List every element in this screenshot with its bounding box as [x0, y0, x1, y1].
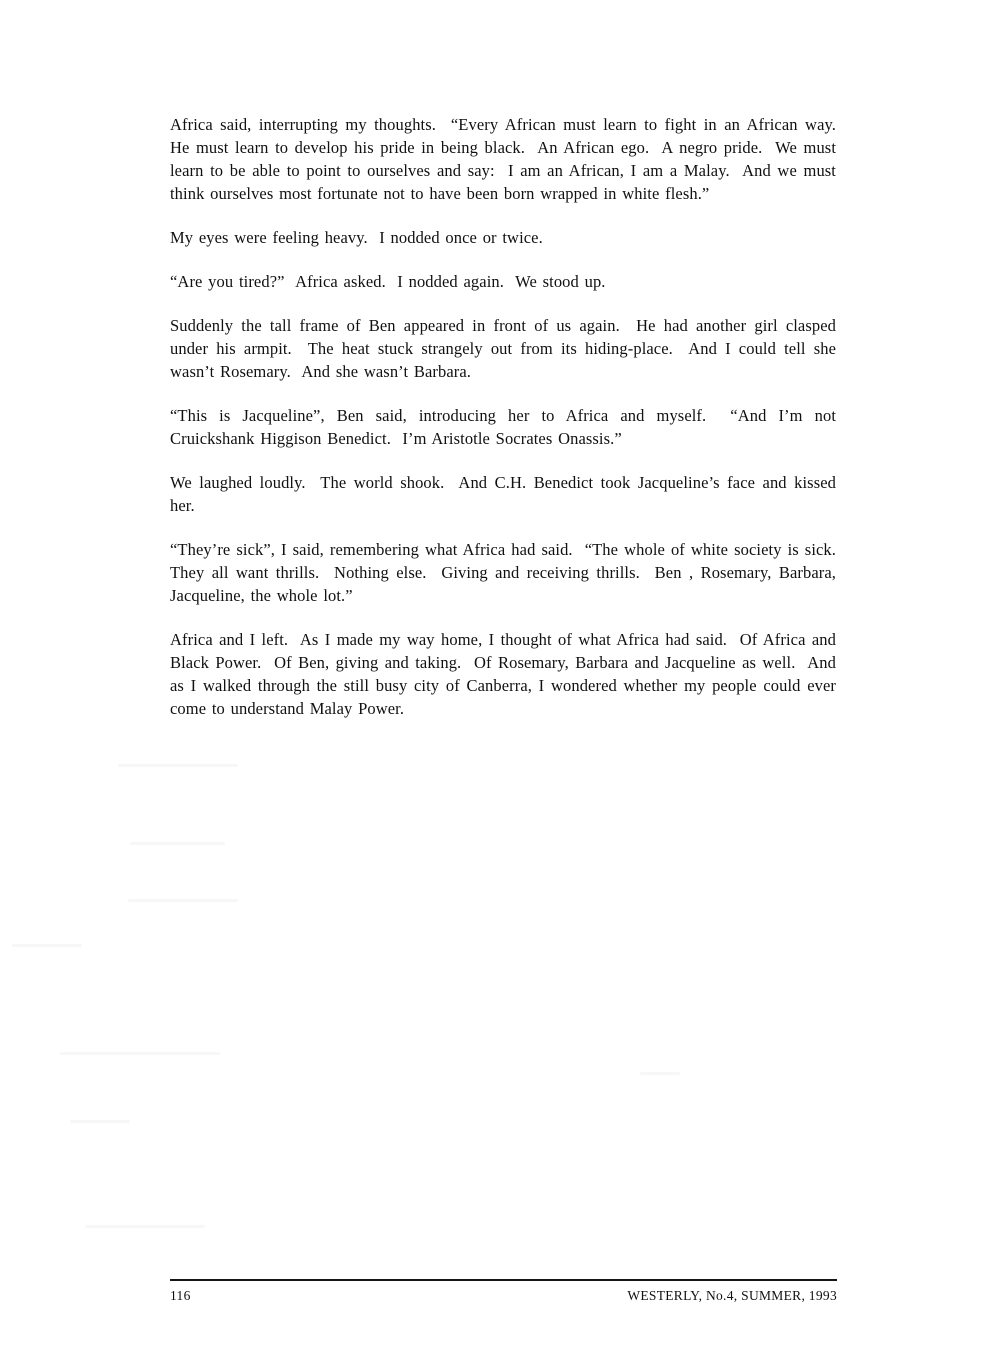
paragraph: Suddenly the tall frame of Ben appeared in front of us again. He had another girl clasped under his armpit. The heat stuck strangely out from its hiding-place. And I could tell she wasn’t Rosemary. And she wasn’t Barbara.: [170, 316, 842, 381]
paragraph: Africa and I left. As I made my way home, I thought of what Africa had said. Of Africa and Black Power. Of Ben, giving and taking. Of Rosemary, Barbara and Jacqueline as well. And as I walked through the still busy city of Canberra, I wondered whether my people could ever come to understand Malay Power.: [170, 630, 842, 718]
body-text: [170, 113, 848, 741]
scan-artifact: [640, 1072, 680, 1075]
footer-rule: [170, 1279, 837, 1281]
scan-artifact: [12, 944, 82, 947]
page-number: 116: [170, 1288, 191, 1303]
scan-artifact: [118, 764, 238, 767]
paragraph: My eyes were feeling heavy. I nodded once or twice.: [170, 228, 543, 247]
paragraph: Africa said, interrupting my thoughts. “Every African must learn to fight in an African way. He must learn to develop his pride in being black. An African ego. A negro pride. We must learn to be able to point to ourselves and say: I am an African, I am a Malay. And we must think ourselves most fortunate not to have been born wrapped in white flesh.”: [170, 115, 848, 203]
scan-artifact: [85, 1225, 205, 1228]
journal-citation: WESTERLY, No.4, SUMMER, 1993: [627, 1288, 837, 1303]
scan-artifact: [130, 842, 225, 845]
paragraph: “Are you tired?” Africa asked. I nodded again. We stood up.: [170, 272, 606, 291]
page-footer: [170, 1279, 837, 1304]
paragraph: “They’re sick”, I said, remembering what Africa had said. “The whole of white society is sick. They all want thrills. Nothing else. Giving and receiving thrills. Ben , Rosemary, Barbara, Jacqueline, the whole lot.”: [170, 540, 848, 605]
scan-artifact: [70, 1120, 130, 1123]
scan-artifact: [60, 1052, 220, 1055]
paragraph: “This is Jacqueline”, Ben said, introducing her to Africa and myself. “And I’m not Cruickshank Higgison Benedict. I’m Aristotle Socrates Onassis.”: [170, 406, 842, 448]
paragraph: We laughed loudly. The world shook. And C.H. Benedict took Jacqueline’s face and kissed her.: [170, 473, 842, 515]
scan-artifact: [128, 899, 238, 902]
